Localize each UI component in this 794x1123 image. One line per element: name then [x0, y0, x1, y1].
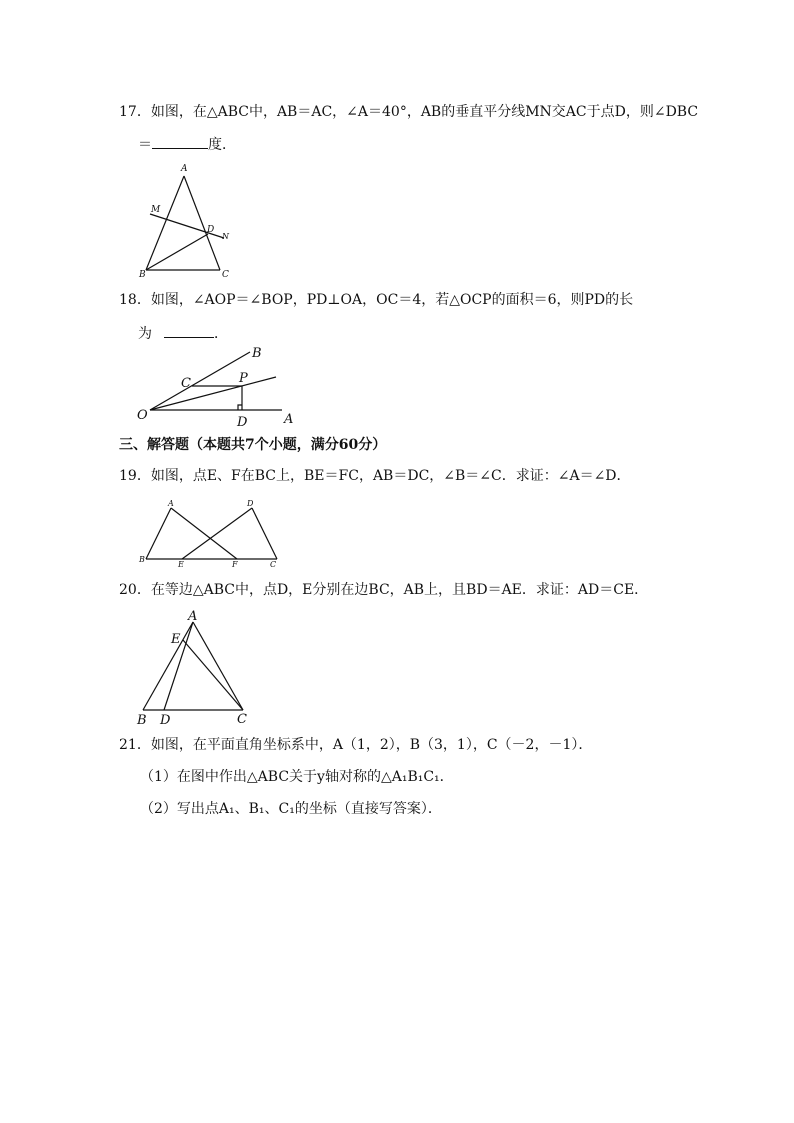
q19-text: 19．如图，点E、F在BC上，BE＝FC，AB＝DC，∠B＝∠C．求证：∠A＝∠D．: [119, 468, 631, 484]
q20-segment-ce: [183, 640, 243, 710]
q17-segment-bd: [146, 234, 208, 270]
q17-label-c: C: [222, 270, 229, 280]
q18-answer-blank[interactable]: [164, 323, 214, 338]
q17-side-ac: [184, 176, 220, 270]
q19-label-e: E: [178, 560, 184, 569]
q20-side-ab: [143, 622, 193, 710]
q18-label-p: P: [239, 371, 248, 386]
q18-label-o: O: [137, 408, 148, 423]
q17-label-b: B: [139, 270, 146, 280]
section3-title: 三、解答题（本题共7个小题，满分60分）: [119, 437, 387, 453]
q17-label-m: M: [151, 205, 161, 215]
q18-label-b: B: [252, 346, 262, 361]
q17-line2-prefix: ＝: [138, 137, 152, 153]
q20-label-c: C: [237, 712, 247, 727]
q18-label-c: C: [181, 376, 191, 391]
q18-line2-suffix: ．: [214, 326, 228, 342]
q19-side-ba: [146, 508, 171, 559]
q19-label-a: A: [168, 499, 174, 508]
q20-text: 20．在等边△ABC中，点D，E分别在边BC，AB上，且BD＝AE．求证：AD＝CE．: [119, 582, 649, 598]
q21-part1: （1）在图中作出△ABC关于y轴对称的△A₁B₁C₁．: [140, 769, 454, 785]
q20-label-a: A: [188, 609, 198, 624]
q20-label-e: E: [171, 632, 181, 647]
q19-label-f: F: [232, 560, 238, 569]
q19-label-d: D: [247, 499, 254, 508]
q17-line2-suffix: 度．: [208, 137, 236, 153]
q18-line2-prefix: 为: [138, 326, 152, 342]
q17-label-d: D: [207, 225, 215, 235]
q20-label-d: D: [160, 713, 171, 728]
q17-side-ab: [146, 176, 184, 270]
q17-text-line1: 17．如图，在△ABC中，AB＝AC，∠A＝40°，AB的垂直平分线MN交AC于点D，则∠DBC: [119, 104, 699, 120]
q17-text-line2: [138, 134, 236, 154]
q17-label-a: A: [181, 164, 188, 174]
q19-label-b: B: [139, 555, 145, 564]
q17-line-mn: [150, 214, 224, 238]
q18-label-d: D: [237, 415, 248, 430]
q18-text-line1: 18．如图，∠AOP＝∠BOP，PD⊥OA，OC＝4，若△OCP的面积＝6，则PD的长: [119, 292, 634, 308]
q19-side-cd: [252, 508, 277, 559]
q18-ray-ob: [150, 352, 250, 410]
q20-label-b: B: [137, 713, 147, 728]
q18-right-angle-mark: [238, 405, 242, 410]
q17-answer-blank[interactable]: [152, 134, 208, 149]
q21-text: 21．如图，在平面直角坐标系中，A（1，2），B（3，1），C（－2，－1）．: [119, 737, 593, 753]
q18-text-line2: [138, 323, 228, 343]
q19-segment-de: [182, 508, 252, 559]
q20-segment-ad: [164, 622, 193, 710]
q19-label-c: C: [270, 560, 277, 569]
q18-ray-op: [150, 377, 276, 410]
q18-label-a: A: [284, 412, 294, 427]
q21-part2: （2）写出点A₁、B₁、C₁的坐标（直接写答案）．: [140, 801, 442, 817]
q19-segment-af: [171, 508, 237, 559]
q20-side-ac: [193, 622, 243, 710]
q17-label-n: N: [222, 232, 229, 241]
